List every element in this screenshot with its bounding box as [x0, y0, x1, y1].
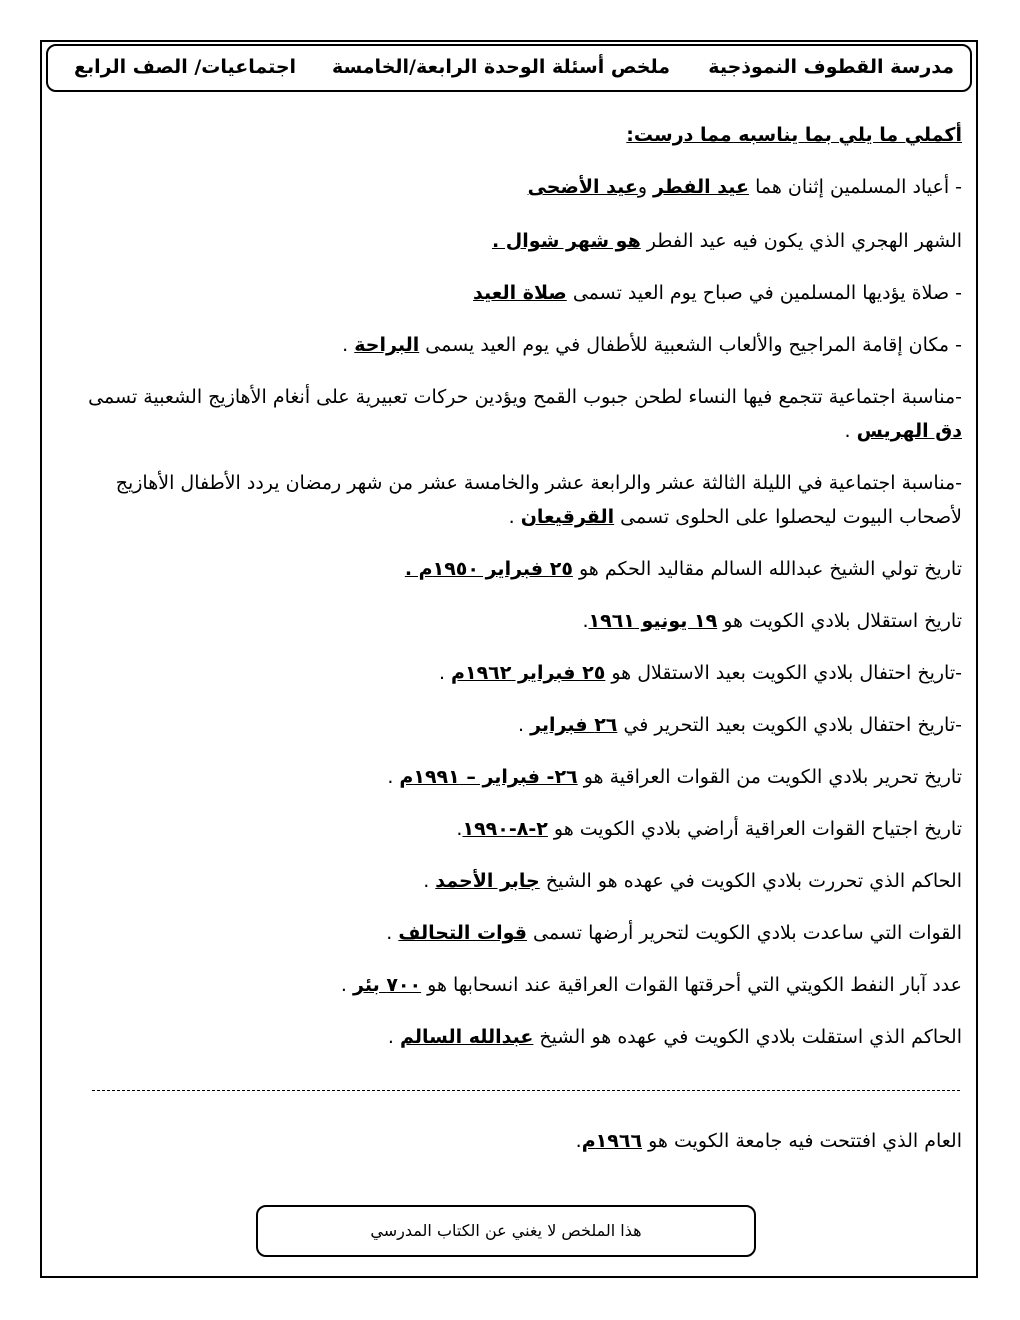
question-text: . [438, 662, 452, 684]
question-text: . [582, 610, 589, 632]
question-text: تاريخ اجتياح القوات العراقية أراضي بلادي الكويت هو [547, 818, 962, 840]
question-text: الحاكم الذي استقلت بلادي الكويت في عهده هو الشيخ [533, 1026, 962, 1048]
question-10 [58, 708, 962, 742]
question-text: تاريخ استقلال بلادي الكويت هو [717, 610, 962, 632]
question-text: القوات التي ساعدت بلادي الكويت لتحرير أرضها تسمى [526, 922, 962, 944]
question-8 [58, 604, 962, 638]
answer: جابر الأحمد [435, 870, 540, 892]
school-name: مدرسة القطوف النموذجية [708, 56, 954, 78]
answer: ٢٦- فبراير – ١٩٩١م [399, 766, 578, 788]
answer: قوات التحالف [398, 922, 527, 944]
dashed-divider [92, 1090, 960, 1091]
question-11 [58, 760, 962, 794]
answer: عيد الفطر [653, 176, 750, 198]
answer: ٢٦ فبراير [530, 714, 618, 736]
answer: ٧٠٠ بئر [353, 974, 422, 996]
answer: هو شهر شوال . [491, 230, 641, 252]
question-text: - مكان إقامة المراجيح والألعاب الشعبية للأطفال في يوم العيد يسمى [419, 334, 962, 356]
question-text: و [637, 176, 654, 198]
question-text: . [423, 870, 436, 892]
answer: ٢٥ فبراير ١٩٥٠م . [404, 558, 573, 580]
question-text: . [342, 334, 355, 356]
instruction-heading: أكملي ما يلي بما يناسبه مما درست: [626, 124, 962, 146]
question-text: . [508, 506, 521, 528]
question-2 [58, 224, 962, 258]
question-text: الشهر الهجري الذي يكون فيه عيد الفطر [640, 230, 962, 252]
answer: صلاة العيد [473, 282, 567, 304]
question-text: -مناسبة اجتماعية في الليلة الثالثة عشر والرابعة عشر والخامسة عشر من شهر رمضان يردد الأطفال الأهازيج لأصحاب البيوت ليحصلوا على الحلوى تسمى [115, 472, 962, 528]
question-text: - أعياد المسلمين إثنان هما [749, 176, 962, 198]
question-text: العام الذي افتتحت فيه جامعة الكويت هو [642, 1130, 962, 1152]
question-text: تاريخ تولي الشيخ عبدالله السالم مقاليد الحكم هو [572, 558, 962, 580]
question-1 [58, 170, 962, 204]
question-6 [108, 466, 962, 534]
question-15 [58, 968, 962, 1002]
question-text: . [387, 1026, 400, 1048]
question-text: . [844, 420, 857, 442]
question-text: . [340, 974, 353, 996]
question-17 [58, 1124, 962, 1158]
answer: ٢٥ فبراير ١٩٦٢م [451, 662, 606, 684]
header-box [46, 44, 972, 92]
footer-note: هذا الملخص لا يغني عن الكتاب المدرسي [256, 1205, 756, 1257]
question-5 [58, 380, 962, 448]
subject-grade: اجتماعيات/ الصف الرابع [74, 56, 297, 78]
question-13 [58, 864, 962, 898]
question-12 [58, 812, 962, 846]
question-text: -مناسبة اجتماعية تتجمع فيها النساء لطحن جبوب القمح ويؤدين حركات تعبيرية على أنغام الأهازيج الشعبية تسمى [88, 386, 962, 408]
answer: ١٩٦٦م [581, 1130, 643, 1152]
question-text: . [387, 766, 400, 788]
answer: البراحة [354, 334, 420, 356]
question-text: . [518, 714, 531, 736]
question-text: الحاكم الذي تحررت بلادي الكويت في عهده هو الشيخ [539, 870, 962, 892]
answer: ٢-٨-١٩٩٠ [462, 818, 548, 840]
question-3 [58, 276, 962, 310]
question-16 [58, 1020, 962, 1054]
question-7 [58, 552, 962, 586]
answer: عيد الأضحى [527, 176, 638, 198]
question-text: - صلاة يؤديها المسلمين في صباح يوم العيد تسمى [566, 282, 962, 304]
question-text: . [575, 1130, 582, 1152]
question-9 [58, 656, 962, 690]
answer: ١٩ يونيو ١٩٦١ [588, 610, 718, 632]
question-text: . [456, 818, 463, 840]
question-text: تاريخ تحرير بلادي الكويت من القوات العراقية هو [577, 766, 962, 788]
answer: القرقيعان [520, 506, 615, 528]
question-text: -تاريخ احتفال بلادي الكويت بعيد التحرير في [617, 714, 962, 736]
answer: دق الهريس [856, 420, 962, 442]
answer: عبدالله السالم [399, 1026, 534, 1048]
question-text: . [386, 922, 399, 944]
summary-title: ملخص أسئلة الوحدة الرابعة/الخامسة [331, 56, 670, 78]
question-text: -تاريخ احتفال بلادي الكويت بعيد الاستقلال هو [605, 662, 962, 684]
question-14 [58, 916, 962, 950]
question-text: عدد آبار النفط الكويتي التي أحرقتها القوات العراقية عند انسحابها هو [421, 974, 962, 996]
question-4 [58, 328, 962, 362]
